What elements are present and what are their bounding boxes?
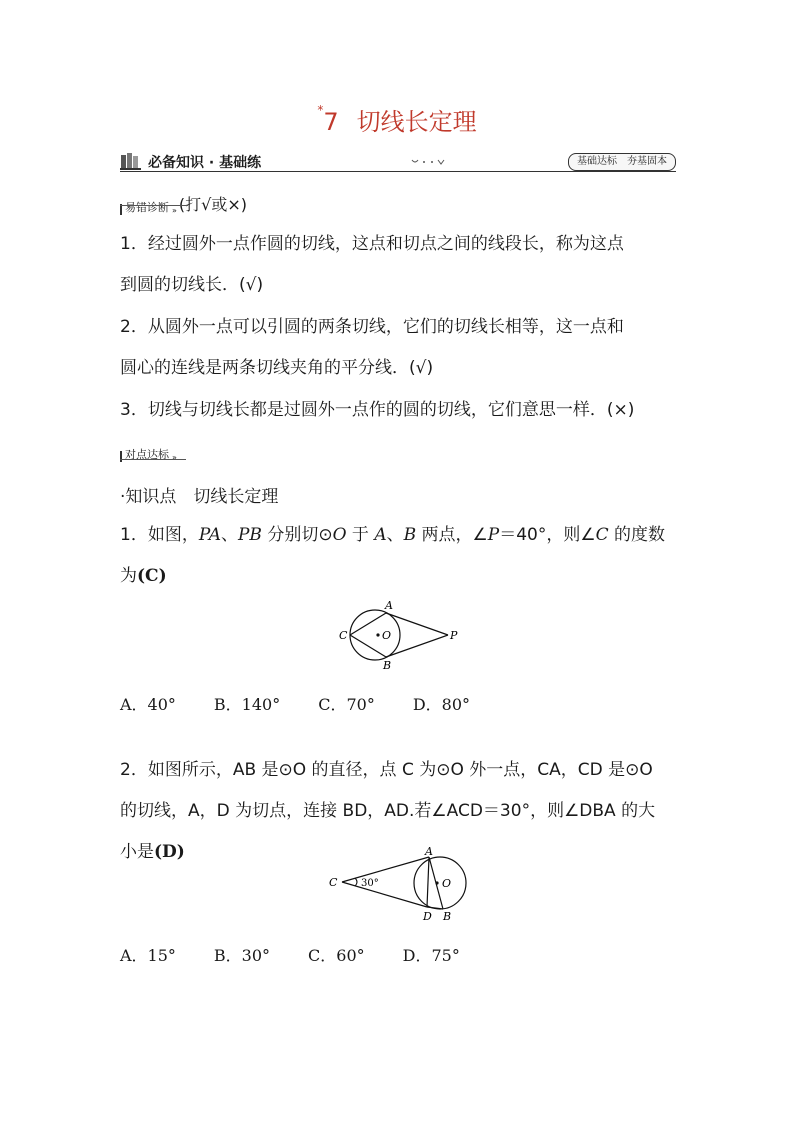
question-1-line2: 为(C) <box>120 566 167 586</box>
question-2-answer: (D) <box>154 842 185 862</box>
statement-3 <box>120 390 680 431</box>
statement-2 <box>120 307 680 389</box>
page-title <box>0 102 794 137</box>
q2-label-d: D <box>423 910 432 923</box>
question-1-line1: 1．如图，PA、PB 分别切⊙O 于 A、B 两点，∠P＝40°，则∠C 的度数 <box>120 525 666 545</box>
q2-label-a: A <box>425 846 433 858</box>
section-tag-error-diagnosis: 易错诊断 » (打√或×) <box>120 192 247 215</box>
title-superscript: * <box>317 103 324 117</box>
q2-option-c: C．60° <box>308 946 365 965</box>
q1-label-p: P <box>450 629 458 642</box>
q1-option-a: A．40° <box>120 695 176 714</box>
q2-option-a: A．15° <box>120 946 176 965</box>
statement-1-line1: 1．经过圆外一点作圆的切线，这点和切点之间的线段长，称为这点 <box>120 234 624 254</box>
badge-text-a: 基础达标 <box>577 156 617 167</box>
banner-badge <box>568 153 676 171</box>
question-1-options <box>120 692 508 715</box>
section-tag-label: 易错诊断 <box>125 201 169 214</box>
title-text: 切线长定理 <box>356 108 477 136</box>
banner-divider <box>120 171 676 172</box>
question-1-figure <box>330 598 470 673</box>
section-tag-targeted: 对点达标 » <box>120 446 179 462</box>
q2-label-o: O <box>442 877 452 890</box>
knowledge-point: ·知识点 切线长定理 <box>120 487 279 507</box>
statement-2-line1: 2．从圆外一点可以引圆的两条切线，它们的切线长相等，这一点和 <box>120 317 624 337</box>
statement-3-line1: 3．切线与切线长都是过圆外一点作的圆的切线，它们意思一样．(×) <box>120 400 635 420</box>
statement-1 <box>120 224 680 306</box>
q1-option-c: C．70° <box>318 695 375 714</box>
q1-option-d: D．80° <box>412 695 471 714</box>
question-2-line2: 的切线，A，D 为切点，连接 BD，AD.若∠ACD＝30°，则∠DBA 的大 <box>120 801 656 821</box>
question-1 <box>120 515 680 597</box>
question-2-options <box>120 943 498 966</box>
statement-1-line2: 到圆的切线长．(√) <box>120 275 264 295</box>
section-banner <box>120 150 676 174</box>
banner-decoration <box>410 154 450 168</box>
q2-label-c: C <box>329 876 338 889</box>
question-2-figure <box>325 846 475 924</box>
q2-option-d: D．75° <box>402 946 460 965</box>
q1-label-c: C <box>339 629 348 642</box>
question-2-line1: 2．如图所示，AB 是⊙O 的直径，点 C 为⊙O 外一点，CA，CD 是⊙O <box>120 760 653 780</box>
q2-option-b: B．30° <box>213 946 271 965</box>
section-tag-label-2: 对点达标 <box>125 448 169 461</box>
question-2-line3: 小是(D) <box>120 842 185 862</box>
badge-text-b: 夯基固本 <box>627 156 667 167</box>
book-icon <box>120 152 142 170</box>
q1-option-b: B．140° <box>213 695 281 714</box>
banner-label: 必备知识 · 基础练 <box>148 155 262 171</box>
question-1-answer: (C) <box>137 566 167 586</box>
q2-angle-label: 30° <box>361 878 379 889</box>
statement-2-line2: 圆心的连线是两条切线夹角的平分线．(√) <box>120 358 434 378</box>
q2-label-b: B <box>443 910 452 923</box>
title-number: 7 <box>323 108 339 136</box>
section-tag-tail: (打√或×) <box>178 195 247 214</box>
q1-label-a: A <box>385 599 393 612</box>
q1-label-b: B <box>383 659 392 672</box>
q1-label-o: O <box>382 629 392 642</box>
